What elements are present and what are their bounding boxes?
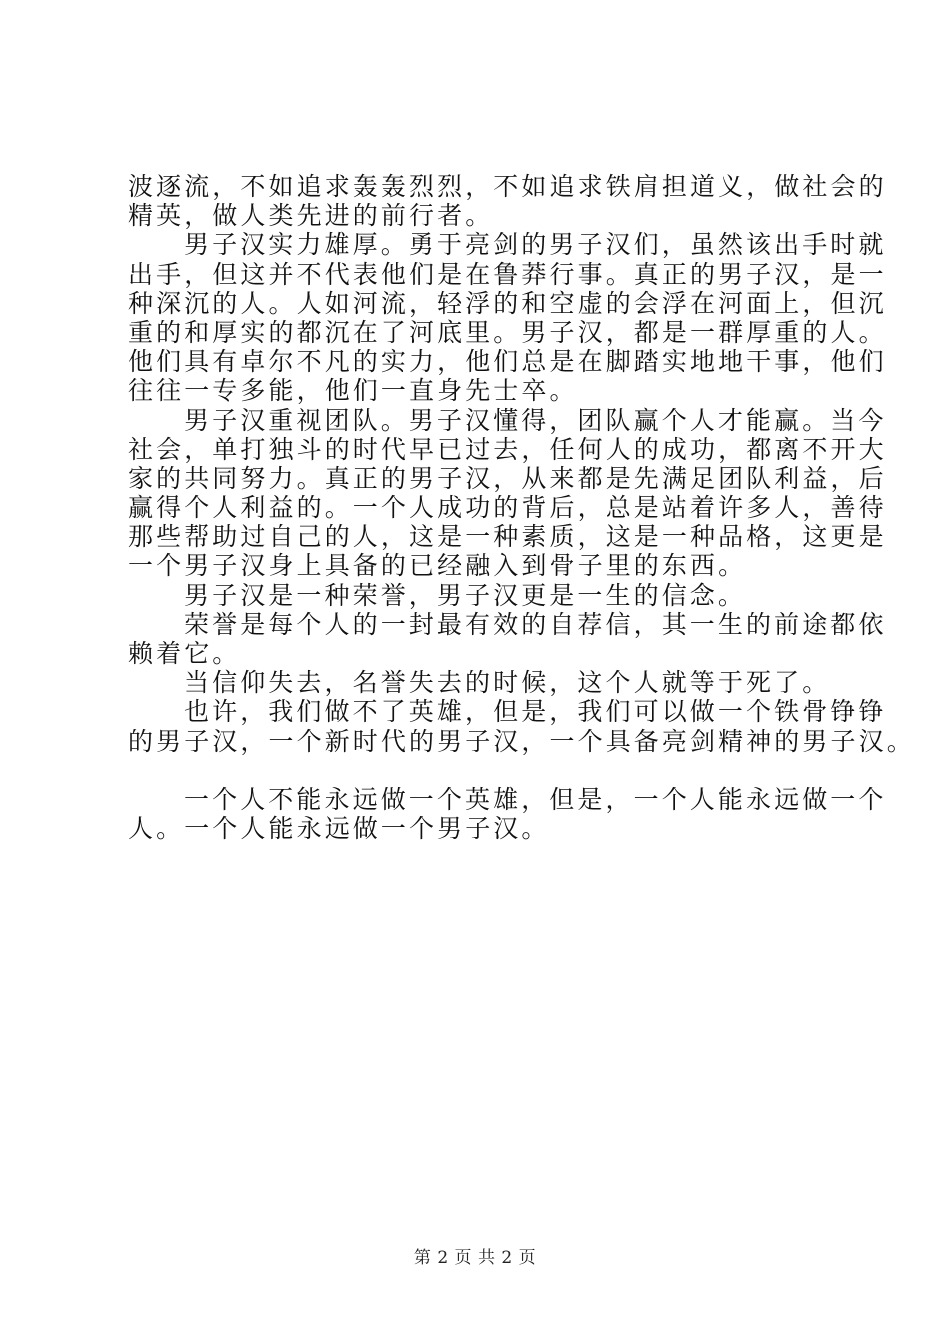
text-line: 赢得个人利益的。一个人成功的背后，总是站着许多人，善待: [128, 493, 887, 523]
text-line: 波逐流，不如追求轰轰烈烈，不如追求铁肩担道义，做社会的: [128, 172, 887, 201]
text-line: 重的和厚实的都沉在了河底里。男子汉，都是一群厚重的人。: [128, 317, 887, 347]
text-line: 往往一专多能，他们一直身先士卒。: [128, 376, 578, 406]
text-line: 精英，做人类先进的前行者。: [128, 201, 494, 231]
text-line: 人。一个人能永远做一个男子汉。: [128, 814, 550, 844]
paragraph-start-line: 男子汉实力雄厚。勇于亮剑的男子汉们，虽然该出手时就: [184, 230, 887, 260]
text-line: 出手，但这并不代表他们是在鲁莽行事。真正的男子汉，是一: [128, 259, 887, 289]
blank-line: [128, 756, 833, 785]
document-body: [128, 172, 915, 844]
text-line: 家的共同努力。真正的男子汉，从来都是先满足团队利益，后: [128, 463, 887, 493]
paragraph-start-line: 男子汉重视团队。男子汉懂得，团队赢个人才能赢。当今: [184, 405, 887, 435]
page-footer: 第 2 页 共 2 页: [413, 1248, 537, 1268]
text-line: 种深沉的人。人如河流，轻浮的和空虚的会浮在河面上，但沉: [128, 288, 887, 318]
paragraph-start-line: 也许，我们做不了英雄，但是，我们可以做一个铁骨铮铮: [184, 697, 887, 727]
text-line: 那些帮助过自己的人，这是一种素质，这是一种品格，这更是: [128, 522, 887, 552]
text-line: 赖着它。: [128, 639, 241, 668]
text-line: 一个男子汉身上具备的已经融入到骨子里的东西。: [128, 551, 747, 581]
text-line: 社会，单打独斗的时代早已过去，任何人的成功，都离不开大: [128, 434, 887, 464]
paragraph-start-line: 一个人不能永远做一个英雄，但是，一个人能永远做一个: [184, 784, 887, 814]
text-line: 他们具有卓尔不凡的实力，他们总是在脚踏实地地干事，他们: [128, 347, 887, 377]
paragraph-start-line: 当信仰失去，名誉失去的时候，这个人就等于死了。: [184, 668, 831, 698]
paragraph-start-line: 荣誉是每个人的一封最有效的自荐信，其一生的前途都依: [184, 609, 887, 639]
text-line: 的男子汉，一个新时代的男子汉，一个具备亮剑精神的男子汉。: [128, 726, 915, 756]
paragraph-start-line: 男子汉是一种荣誉，男子汉更是一生的信念。: [184, 580, 747, 610]
